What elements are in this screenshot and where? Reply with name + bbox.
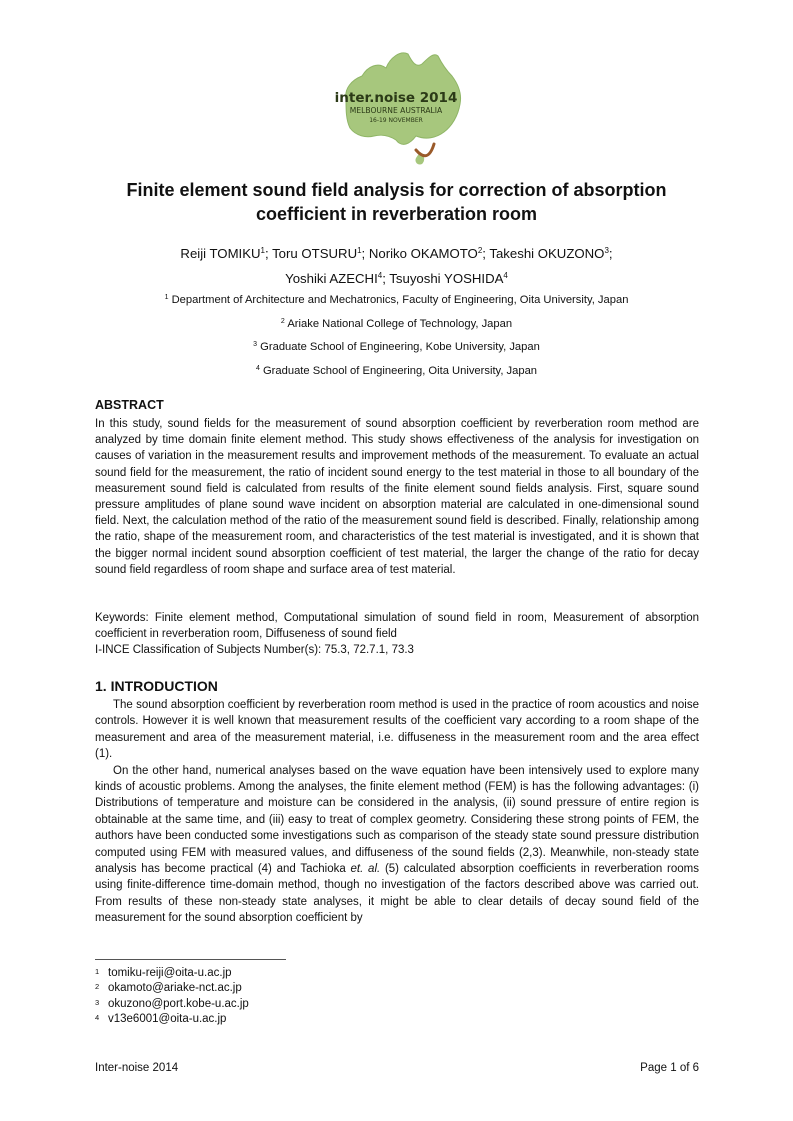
para-emphasis: et. al.	[350, 863, 381, 876]
footnote-number: 3	[95, 997, 100, 1007]
affiliation	[60, 360, 733, 384]
classification-line: I-INCE Classification of Subjects Number(s): 75.3, 72.7.1, 73.3	[95, 644, 414, 657]
logo-line3: 16-19 NOVEMBER	[369, 117, 423, 124]
footnote-email: tomiku-reiji@oita-u.ac.jp	[108, 967, 232, 979]
footer-conference: Inter-noise 2014	[95, 1062, 179, 1074]
author-sep: ;	[361, 246, 369, 261]
author-line-2	[60, 265, 733, 290]
footnote-number: 4	[95, 1012, 100, 1022]
keywords-line: Keywords: Finite element method, Computational simulation of sound field in room, Measurement of absorption coefficient in reverberation room, Diffuseness of sound field	[95, 612, 699, 641]
abstract-text: In this study, sound fields for the measurement of sound absorption coefficient by reverberation room method are analyzed by time domain finite element method. This study shows effectiveness of the analysis for investigation on causes of variation in the measurement results and improvement methods of the measurement. To evaluate an actual sound field for the measurement, the ratio of incident sound energy to the test material in those to all boundary of the measurement sound field is calculated from results of the finite element sound fields analysis. First, square sound pressure amplitudes of plane sound wave incident on absorption material are calculated in one-dimensional sound field. Next, the calculation method of the ratio of the measurement sound field is described. Finally, relationship among the ratio, shape of the measurement room, and characteristics of the test material is investigated, and it is shown that the bigger normal incident sound absorption coefficient of test material, the larger the change of the ratio for decay sound field regardless of room shape and surface area of test material.	[95, 418, 699, 576]
affiliation-text: Graduate School of Engineering, Kobe University, Japan	[260, 341, 540, 354]
author-sup: 1	[260, 246, 265, 255]
footer-page-number: Page 1 of 6	[640, 1062, 699, 1074]
author-line-1	[60, 240, 733, 265]
author-name: Takeshi OKUZONO	[489, 246, 605, 261]
author-name: Yoshiki AZECHI	[285, 271, 378, 286]
author-sep: ;	[265, 246, 273, 261]
affiliation	[60, 336, 733, 360]
introduction-para-2	[95, 763, 699, 927]
footnote-list	[95, 966, 249, 1027]
footnote-email: okamoto@ariake-nct.ac.jp	[108, 982, 242, 995]
author-name: Tsuyoshi YOSHIDA	[389, 271, 504, 286]
author-name: Noriko OKAMOTO	[368, 246, 478, 261]
footnote-number: 2	[95, 982, 100, 992]
author-name: Toru OTSURU	[272, 246, 358, 261]
affiliation-text: Graduate School of Engineering, Oita University, Japan	[262, 365, 538, 378]
footnote	[95, 966, 249, 981]
footnote-email: okuzono@port.kobe-u.ac.jp	[108, 997, 249, 1010]
author-sup: 3	[604, 246, 609, 255]
logo-line2: MELBOURNE AUSTRALIA	[349, 106, 443, 115]
author-list	[60, 240, 733, 290]
author-sep: ;	[382, 271, 390, 286]
section-heading-introduction: 1. INTRODUCTION	[95, 678, 218, 694]
affiliation-sup: 1	[164, 294, 169, 301]
logo-line1: inter.noise 2014	[334, 90, 458, 106]
affiliation-list	[60, 289, 733, 384]
affiliation-text: Ariake National College of Technology, Japan	[287, 317, 513, 330]
abstract-heading: ABSTRACT	[95, 398, 164, 412]
author-sup: 4	[377, 271, 383, 280]
title-line1: Finite element sound field analysis for correction of absorption	[126, 180, 667, 200]
footnote-email: v13e6001@oita-u.ac.jp	[108, 1012, 227, 1025]
author-sep: ;	[482, 246, 490, 261]
footnote-divider	[95, 959, 286, 960]
footnote	[95, 981, 249, 996]
title-line2: coefficient in reverberation room	[255, 204, 538, 224]
australia-map-icon	[316, 40, 476, 170]
author-sup: 4	[503, 271, 508, 280]
keywords-block	[95, 610, 699, 659]
affiliation-text: Department of Architecture and Mechatronics, Faculty of Engineering, Oita University, Japan	[171, 294, 629, 306]
author-name: Reiji TOMIKU	[180, 246, 261, 261]
affiliation-sup: 2	[280, 317, 285, 325]
affiliation-sup: 4	[255, 365, 260, 373]
affiliation	[60, 313, 733, 337]
introduction-body	[95, 697, 699, 927]
author-sup: 1	[357, 246, 362, 255]
paper-title	[60, 178, 733, 226]
para-text: On the other hand, numerical analyses based on the wave equation have been intensively used to explore many kinds of acoustic problems. Among the analyses, the finite element method (FEM) is has the following advantages: (i) Distributions of temperature and moisture can be considered in the analysis, (ii) sound pressure of entire region is obtainable at the same time, and (iii) easy to treat of complex geometry. Considering these strong points of FEM, the authors have been conducted some investigations such as comparison of the steady state sound pressure distribution computed using FEM with measured values, and diffuseness of the sound fields (2,3). Meanwhile, non-steady state analysis has become practical (4) and Tachioka	[95, 764, 699, 876]
affiliation-sup: 3	[253, 341, 258, 349]
author-sep: ;	[608, 246, 613, 261]
footnote	[95, 1012, 249, 1027]
para-text: (5) calculated absorption coefficients in reverberation rooms using finite-difference time-domain method, though no investigation of the factors described above was carried out. From results of these non-steady state analyses, it might be able to clear details of decay sound field of the measurement for the sound absorption coefficient by	[95, 863, 699, 925]
footnote	[95, 997, 249, 1012]
footnote-number: 1	[95, 967, 100, 976]
affiliation	[60, 289, 733, 313]
conference-logo	[316, 40, 476, 170]
author-sup: 2	[477, 246, 483, 255]
introduction-para-1: The sound absorption coefficient by reverberation room method is used in the practice of room acoustics and noise controls. However it is well known that measurement results of the coefficient vary according to a room shape of the measurement and area of the measurement material, i.e. diffuseness in the measurement room and the area effect (1).	[95, 699, 699, 761]
